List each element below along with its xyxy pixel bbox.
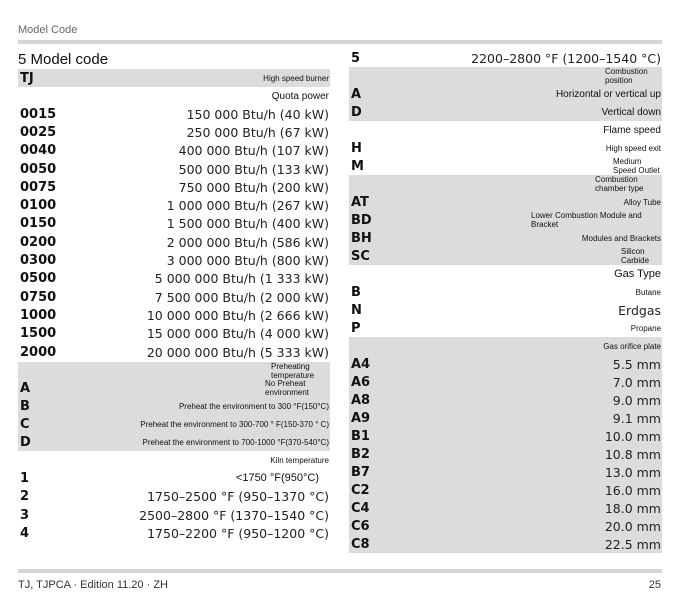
value-cell: 2 000 000 Btu/h (586 kW) — [166, 234, 329, 250]
code-cell: TJ — [20, 70, 34, 86]
value-cell: 3 000 000 Btu/h (800 kW) — [166, 253, 329, 269]
description-cell: Erdgas — [618, 302, 661, 318]
code-cell: C — [20, 416, 30, 432]
quota-row — [18, 233, 330, 251]
gas-type-row — [349, 283, 662, 301]
footer-rule — [18, 569, 662, 573]
code-cell: AT — [351, 194, 369, 210]
description-cell: Vertical down — [601, 106, 661, 118]
code-cell: 2000 — [20, 344, 57, 360]
code-cell: 0500 — [20, 271, 57, 287]
code-cell: B — [20, 398, 30, 414]
code-cell: A9 — [351, 410, 371, 426]
code-cell: A4 — [351, 356, 371, 372]
value-cell: 5.5 mm — [612, 356, 661, 372]
description-cell: Lower Combustion Module and Bracket — [531, 211, 642, 229]
value-cell: 22.5 mm — [604, 536, 661, 552]
code-cell: 0200 — [20, 234, 57, 250]
description-cell: Preheat the environment to 700-1000 °F(370-540°C) — [142, 437, 329, 447]
section-title-row — [18, 49, 330, 69]
value-cell: 5 000 000 Btu/h (1 333 kW) — [154, 271, 329, 287]
preheating-row — [18, 433, 330, 451]
combustion-chamber-row — [349, 193, 662, 211]
preheating-row — [18, 379, 330, 397]
code-cell: 4 — [20, 526, 30, 542]
flame-speed-section — [349, 121, 662, 175]
code-cell: P — [351, 320, 361, 336]
value-cell: 7 500 000 Btu/h (2 000 kW) — [154, 289, 329, 305]
description-cell: High speed exit — [605, 143, 661, 153]
gas-type-row — [349, 301, 662, 319]
value-cell: 500 000 Btu/h (133 kW) — [178, 161, 329, 177]
running-header: Model Code — [18, 24, 78, 36]
code-cell: H — [351, 140, 362, 156]
gas-type-heading-row — [349, 265, 662, 283]
gas-orifice-row — [349, 481, 662, 499]
value-cell: 15 000 000 Btu/h (4 000 kW) — [146, 326, 329, 342]
description-cell: Propane — [630, 323, 661, 333]
quota-row — [18, 306, 330, 324]
value-cell: 2200–2800 °F (1200–1540 °C) — [471, 50, 661, 66]
gas-orifice-row — [349, 427, 662, 445]
gas-orifice-section — [349, 337, 662, 553]
description-cell: Medium Speed Outlet — [613, 157, 660, 175]
value-cell: 400 000 Btu/h (107 kW) — [178, 143, 329, 159]
gas-orifice-row — [349, 445, 662, 463]
code-cell: SC — [351, 248, 370, 264]
combustion-chamber-heading-row — [349, 175, 662, 193]
value-cell: <1750 °F(950°C) — [235, 472, 319, 485]
quota-row — [18, 178, 330, 196]
code-cell: C6 — [351, 518, 370, 534]
gas-type-section — [349, 265, 662, 337]
kiln-heading: Kiln temperature — [270, 455, 329, 465]
value-cell: 9.1 mm — [612, 410, 661, 426]
quota-row — [18, 160, 330, 178]
code-cell: BD — [351, 212, 372, 228]
description-cell: Butane — [635, 287, 661, 297]
code-cell: B7 — [351, 464, 370, 480]
code-cell: D — [20, 434, 31, 450]
preheating-heading-row — [18, 362, 330, 379]
description-cell: Preheat the environment to 300-700 ° F(150-370 ° C) — [140, 419, 329, 429]
gas-orifice-row — [349, 409, 662, 427]
quota-list — [18, 105, 330, 361]
kiln-row — [18, 525, 330, 544]
code-cell: A — [351, 86, 362, 102]
combustion-chamber-heading: Combustion chamber type — [595, 175, 644, 193]
section-title: 5 Model code — [18, 50, 109, 68]
flame-speed-row — [349, 157, 662, 175]
value-cell: 2500–2800 °F (1370–1540 °C) — [139, 507, 329, 523]
kiln-row — [18, 488, 330, 507]
gas-orifice-row — [349, 535, 662, 553]
value-cell: 1750–2200 °F (950–1200 °C) — [147, 526, 329, 542]
combustion-position-row — [349, 103, 662, 121]
left-column — [18, 49, 330, 543]
gas-type-row — [349, 319, 662, 337]
combustion-chamber-section — [349, 175, 662, 265]
code-cell: B1 — [351, 428, 370, 444]
combustion-position-heading: Combustion position — [605, 67, 648, 85]
combustion-chamber-row — [349, 211, 662, 229]
value-cell: 16.0 mm — [604, 482, 661, 498]
code-cell: M — [351, 158, 364, 174]
code-cell: 0015 — [20, 106, 57, 122]
quota-row — [18, 142, 330, 160]
description-cell: Alloy Tube — [623, 197, 661, 207]
kiln-heading-row — [18, 451, 330, 469]
preheating-row — [18, 415, 330, 433]
tj-row — [18, 69, 330, 87]
description-cell: Horizontal or vertical up — [555, 88, 661, 100]
quota-row — [18, 288, 330, 306]
gas-type-heading: Gas Type — [614, 268, 661, 280]
gas-orifice-heading-row — [349, 337, 662, 355]
value-cell: 13.0 mm — [604, 464, 661, 480]
header-rule — [18, 40, 662, 44]
preheating-heading: Preheating temperature — [271, 361, 315, 380]
quota-row — [18, 325, 330, 343]
code-cell: C8 — [351, 536, 370, 552]
gas-orifice-row — [349, 499, 662, 517]
value-cell: 18.0 mm — [604, 500, 661, 516]
quota-row — [18, 251, 330, 269]
description-cell: Preheat the environment to 300 °F(150°C) — [178, 401, 329, 411]
code-cell: D — [351, 104, 362, 120]
quota-row — [18, 215, 330, 233]
preheating-section — [18, 362, 330, 451]
footer-document-label: TJ, TJPCA · Edition 11.20 · ZH — [18, 579, 168, 591]
flame-speed-heading: Flame speed — [603, 124, 661, 136]
code-cell: 0075 — [20, 179, 57, 195]
code-cell: A — [20, 380, 31, 396]
code-cell: 0040 — [20, 143, 57, 159]
right-column — [349, 49, 662, 553]
flame-speed-heading-row — [349, 121, 662, 139]
value-cell: 20.0 mm — [604, 518, 661, 534]
quota-heading-row — [18, 87, 330, 105]
code-cell: 1 — [20, 470, 30, 486]
code-cell: 0025 — [20, 124, 57, 140]
combustion-position-row — [349, 85, 662, 103]
description-cell: High speed burner — [263, 73, 329, 83]
code-cell: B — [351, 284, 361, 300]
code-cell: A6 — [351, 374, 371, 390]
gas-orifice-heading: Gas orifice plate — [603, 341, 661, 351]
gas-orifice-row — [349, 373, 662, 391]
value-cell: 1 000 000 Btu/h (267 kW) — [166, 198, 329, 214]
quota-row — [18, 270, 330, 288]
code-cell: 3 — [20, 507, 30, 523]
value-cell: 750 000 Btu/h (200 kW) — [178, 179, 329, 195]
kiln-row — [18, 469, 330, 488]
description-cell: No Preheat environment — [265, 379, 310, 398]
preheating-row — [18, 397, 330, 415]
combustion-chamber-row — [349, 229, 662, 247]
quota-heading: Quota power — [271, 90, 329, 102]
code-cell: C2 — [351, 482, 370, 498]
gas-orifice-row — [349, 463, 662, 481]
gas-orifice-row — [349, 517, 662, 535]
combustion-position-heading-row — [349, 67, 662, 85]
code-cell: 0750 — [20, 289, 57, 305]
code-cell: 0100 — [20, 198, 57, 214]
code-cell: 1500 — [20, 326, 57, 342]
page-number: 25 — [648, 579, 661, 591]
value-cell: 150 000 Btu/h (40 kW) — [186, 106, 329, 122]
code-cell: 0300 — [20, 253, 57, 269]
quota-row — [18, 123, 330, 141]
kiln-row — [349, 49, 662, 67]
combustion-position-section — [349, 67, 662, 121]
code-cell: B2 — [351, 446, 370, 462]
code-cell: A8 — [351, 392, 371, 408]
code-cell: 2 — [20, 489, 30, 505]
code-cell: BH — [351, 230, 372, 246]
kiln-section — [18, 451, 330, 543]
combustion-chamber-row — [349, 247, 662, 265]
code-cell: 5 — [351, 50, 361, 66]
value-cell: 1750–2500 °F (950–1370 °C) — [147, 489, 329, 505]
code-cell: C4 — [351, 500, 370, 516]
quota-row — [18, 196, 330, 214]
value-cell: 10 000 000 Btu/h (2 666 kW) — [146, 307, 329, 323]
description-cell: Modules and Brackets — [581, 233, 661, 243]
code-cell: 0150 — [20, 216, 57, 232]
value-cell: 10.8 mm — [604, 446, 661, 462]
code-cell: 0050 — [20, 161, 57, 177]
description-cell: Silicon Carbide — [621, 247, 650, 265]
value-cell: 20 000 000 Btu/h (5 333 kW) — [146, 344, 329, 360]
value-cell: 10.0 mm — [604, 428, 661, 444]
code-cell: 1000 — [20, 307, 57, 323]
flame-speed-row — [349, 139, 662, 157]
quota-row — [18, 343, 330, 361]
value-cell: 1 500 000 Btu/h (400 kW) — [166, 216, 329, 232]
kiln-row — [18, 506, 330, 525]
value-cell: 9.0 mm — [612, 392, 661, 408]
value-cell: 250 000 Btu/h (67 kW) — [186, 124, 329, 140]
quota-row — [18, 105, 330, 123]
value-cell: 7.0 mm — [612, 374, 661, 390]
gas-orifice-row — [349, 391, 662, 409]
code-cell: N — [351, 302, 362, 318]
gas-orifice-row — [349, 355, 662, 373]
